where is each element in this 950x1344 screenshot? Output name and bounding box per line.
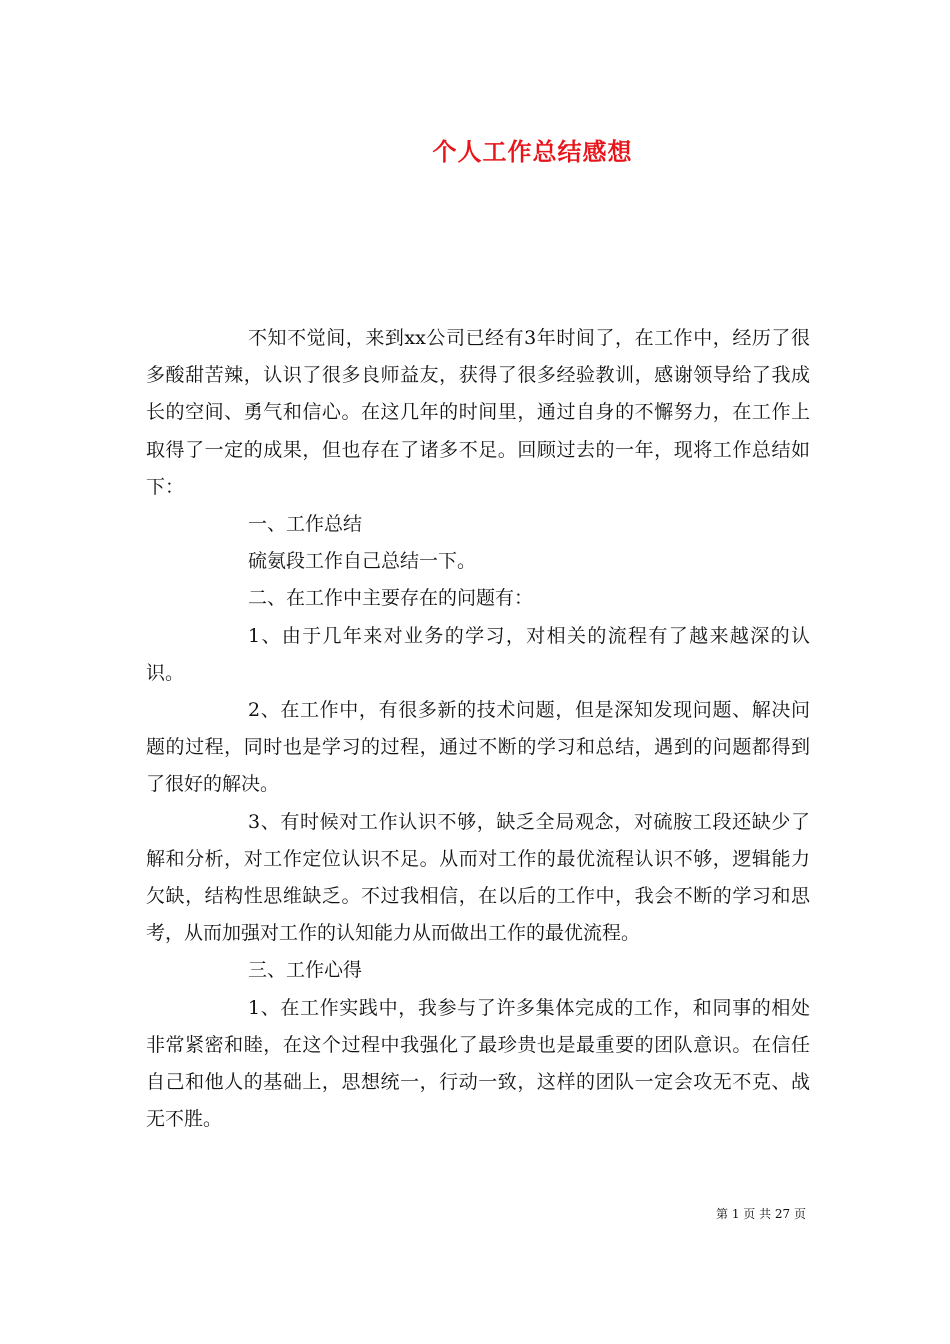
section-heading-summary: 一、工作总结	[248, 513, 363, 536]
problem-item-3: 3、有时候对工作认识不够，缺乏全局观念，对硫胺工段还缺少了解和分析，对工作定位认识不足。从而对工作的最优流程认识不够，逻辑能力欠缺，结构性思维缺乏。不过我相信，在以后的工作中，我会不断的学习和思考，从而加强对工作的认知能力从而做出工作的最优流程。	[146, 810, 810, 945]
document-title: 个人工作总结感想	[432, 137, 633, 166]
problem-item-1: 1、由于几年来对业务的学习，对相关的流程有了越来越深的认识。	[146, 624, 810, 684]
section-heading-insights: 三、工作心得	[248, 959, 363, 982]
intro-paragraph: 不知不觉间，来到xx公司已经有3年时间了，在工作中，经历了很多酸甜苦辣，认识了很多良师益友，获得了很多经验教训，感谢领导给了我成长的空间、勇气和信心。在这几年的时间里，通过自身的不懈努力，在工作上取得了一定的成果，但也存在了诸多不足。回顾过去的一年，现将工作总结如下：	[146, 327, 810, 498]
summary-paragraph: 硫氨段工作自己总结一下。	[248, 550, 477, 573]
section-heading-problems: 二、在工作中主要存在的问题有：	[248, 587, 534, 610]
insight-item-1: 1、在工作实践中，我参与了许多集体完成的工作，和同事的相处非常紧密和睦，在这个过程中我强化了最珍贵也是最重要的团队意识。在信任自己和他人的基础上，思想统一，行动一致，这样的团队一定会攻无不克、战无不胜。	[146, 996, 810, 1131]
page-number-footer: 第 1 页 共 27 页	[716, 1207, 806, 1221]
problem-item-2: 2、在工作中，有很多新的技术问题，但是深知发现问题、解决问题的过程，同时也是学习的过程，通过不断的学习和总结，遇到的问题都得到了很好的解决。	[146, 699, 810, 796]
document-body	[146, 320, 810, 1138]
